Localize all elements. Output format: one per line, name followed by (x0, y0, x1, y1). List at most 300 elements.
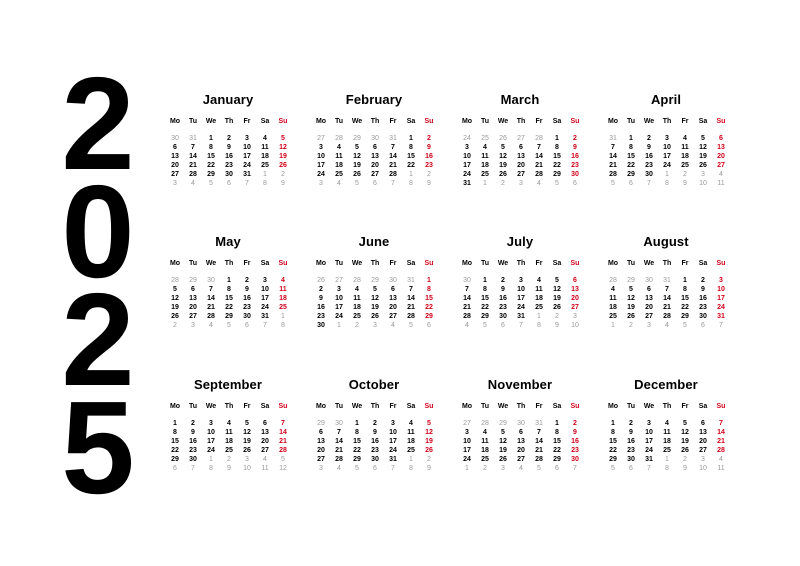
day-cell-adjacent: 4 (719, 456, 723, 463)
day-cell: 30 (571, 171, 579, 178)
day-cell: 20 (571, 295, 579, 302)
day-cell-adjacent: 10 (699, 180, 707, 187)
day-cell: 8 (483, 286, 487, 293)
day-cell: 26 (371, 313, 379, 320)
day-cell: 21 (335, 447, 343, 454)
day-cell: 30 (371, 456, 379, 463)
day-cell: 18 (481, 162, 489, 169)
day-cell: 20 (371, 162, 379, 169)
day-cell: 30 (225, 171, 233, 178)
day-cell-adjacent: 1 (465, 465, 469, 472)
day-cell: 12 (425, 429, 433, 436)
day-cell: 27 (317, 456, 325, 463)
weekday-header: Fr (243, 403, 251, 410)
weekday-header: Tu (334, 403, 344, 410)
day-cell: 3 (719, 277, 723, 284)
weekday-header: Sa (698, 118, 708, 125)
month-days-grid (312, 258, 436, 330)
day-cell-adjacent: 30 (463, 277, 471, 284)
day-cell: 16 (225, 153, 233, 160)
day-cell: 2 (245, 277, 249, 284)
day-cell-adjacent: 6 (555, 465, 559, 472)
day-cell: 11 (535, 286, 543, 293)
day-cell: 23 (571, 162, 579, 169)
weekday-header: Th (370, 403, 380, 410)
day-cell: 25 (407, 447, 415, 454)
day-cell: 19 (681, 438, 689, 445)
day-cell: 2 (373, 420, 377, 427)
day-cell: 26 (171, 313, 179, 320)
day-cell-adjacent: 1 (409, 171, 413, 178)
day-cell: 14 (335, 438, 343, 445)
day-cell: 4 (483, 144, 487, 151)
day-cell-adjacent: 30 (335, 420, 343, 427)
day-cell-adjacent: 8 (209, 465, 213, 472)
weekday-header: Sa (552, 403, 562, 410)
day-cell: 25 (681, 162, 689, 169)
day-cell: 17 (389, 438, 397, 445)
day-cell-adjacent: 5 (555, 180, 559, 187)
day-cell: 22 (553, 447, 561, 454)
day-cell: 25 (481, 171, 489, 178)
day-cell: 16 (699, 295, 707, 302)
day-cell: 9 (573, 429, 577, 436)
day-cell: 20 (517, 162, 525, 169)
day-cell: 16 (189, 438, 197, 445)
day-cell: 21 (717, 438, 725, 445)
weekday-header: Th (370, 118, 380, 125)
day-cell: 27 (645, 313, 653, 320)
day-cell: 14 (717, 429, 725, 436)
day-cell-adjacent: 9 (555, 322, 559, 329)
day-cell-adjacent: 8 (665, 465, 669, 472)
day-cell-adjacent: 28 (171, 277, 179, 284)
day-cell: 1 (483, 277, 487, 284)
day-cell: 6 (373, 144, 377, 151)
day-cell: 18 (279, 295, 287, 302)
day-cell: 29 (353, 456, 361, 463)
day-cell: 6 (391, 286, 395, 293)
month-name: July (506, 234, 534, 249)
weekday-header: We (351, 260, 363, 267)
day-cell: 16 (627, 438, 635, 445)
day-cell-adjacent: 31 (407, 277, 415, 284)
weekday-header: Th (662, 118, 672, 125)
day-cell: 2 (647, 135, 651, 142)
month-august (604, 230, 728, 330)
month-days-grid (604, 401, 728, 473)
month-september (166, 373, 290, 473)
day-cell-adjacent: 27 (335, 277, 343, 284)
day-cell: 23 (225, 162, 233, 169)
weekday-header: We (205, 403, 217, 410)
weekday-header: Mo (461, 403, 473, 410)
day-cell: 27 (261, 447, 269, 454)
day-cell-adjacent: 9 (427, 180, 431, 187)
weekday-header: Su (424, 118, 434, 125)
day-cell: 19 (171, 304, 179, 311)
weekday-header: Fr (243, 118, 251, 125)
weekday-header: Sa (260, 403, 270, 410)
day-cell-adjacent: 5 (281, 456, 285, 463)
day-cell: 10 (645, 429, 653, 436)
day-cell: 20 (171, 162, 179, 169)
weekday-header: Su (570, 118, 580, 125)
day-cell-adjacent: 9 (683, 465, 687, 472)
day-cell: 25 (481, 456, 489, 463)
day-cell-adjacent: 2 (501, 180, 505, 187)
day-cell-adjacent: 2 (355, 322, 359, 329)
day-cell-adjacent: 7 (719, 322, 723, 329)
day-cell: 23 (189, 447, 197, 454)
day-cell: 28 (663, 313, 671, 320)
day-cell: 28 (189, 171, 197, 178)
day-cell: 24 (261, 304, 269, 311)
weekday-header: We (351, 118, 363, 125)
day-cell-adjacent: 2 (683, 456, 687, 463)
day-cell: 31 (645, 456, 653, 463)
day-cell-adjacent: 29 (353, 135, 361, 142)
weekday-header: Fr (535, 118, 543, 125)
day-cell: 6 (519, 429, 523, 436)
day-cell: 22 (553, 162, 561, 169)
day-cell: 21 (407, 304, 415, 311)
month-days-grid (604, 258, 728, 330)
day-cell: 29 (681, 313, 689, 320)
day-cell-adjacent: 4 (519, 465, 523, 472)
day-cell: 1 (227, 277, 231, 284)
day-cell-adjacent: 3 (173, 180, 177, 187)
day-cell: 22 (171, 447, 179, 454)
day-cell: 1 (683, 277, 687, 284)
day-cell-adjacent: 9 (281, 180, 285, 187)
weekday-header: Mo (461, 260, 473, 267)
day-cell-adjacent: 28 (335, 135, 343, 142)
day-cell: 18 (609, 304, 617, 311)
day-cell: 29 (553, 456, 561, 463)
day-cell-adjacent: 7 (391, 180, 395, 187)
day-cell: 7 (537, 429, 541, 436)
weekday-header: We (643, 260, 655, 267)
day-cell: 8 (427, 286, 431, 293)
day-cell: 21 (535, 447, 543, 454)
day-cell: 13 (645, 295, 653, 302)
day-cell: 26 (681, 447, 689, 454)
day-cell: 11 (481, 153, 489, 160)
day-cell: 20 (389, 304, 397, 311)
day-cell: 6 (647, 286, 651, 293)
day-cell: 28 (407, 313, 415, 320)
month-days-grid (312, 401, 436, 473)
day-cell: 27 (517, 456, 525, 463)
day-cell: 12 (699, 144, 707, 151)
day-cell-adjacent: 2 (555, 313, 559, 320)
weekday-header: Su (278, 403, 288, 410)
day-cell-adjacent: 7 (191, 465, 195, 472)
day-cell: 30 (699, 313, 707, 320)
day-cell-adjacent: 5 (611, 465, 615, 472)
weekday-header: Sa (552, 118, 562, 125)
day-cell: 22 (481, 304, 489, 311)
day-cell: 1 (409, 135, 413, 142)
day-cell: 9 (227, 144, 231, 151)
day-cell-adjacent: 29 (627, 277, 635, 284)
day-cell: 29 (481, 313, 489, 320)
weekday-header: Sa (406, 260, 416, 267)
day-cell: 2 (701, 277, 705, 284)
day-cell: 16 (371, 438, 379, 445)
day-cell: 25 (535, 304, 543, 311)
day-cell-adjacent: 5 (355, 465, 359, 472)
day-cell-adjacent: 3 (245, 456, 249, 463)
weekday-header: Th (516, 118, 526, 125)
year-digit: 2 (61, 50, 135, 197)
day-cell-adjacent: 31 (535, 420, 543, 427)
month-july (458, 230, 582, 330)
day-cell: 6 (319, 429, 323, 436)
day-cell-adjacent: 6 (629, 180, 633, 187)
day-cell: 22 (353, 447, 361, 454)
day-cell: 21 (663, 304, 671, 311)
day-cell: 12 (371, 295, 379, 302)
weekday-header: Th (224, 403, 234, 410)
day-cell: 23 (317, 313, 325, 320)
day-cell: 2 (573, 420, 577, 427)
weekday-header: We (497, 118, 509, 125)
day-cell-adjacent: 3 (191, 322, 195, 329)
weekday-header: Fr (535, 403, 543, 410)
day-cell: 7 (281, 420, 285, 427)
day-cell: 26 (499, 456, 507, 463)
day-cell-adjacent: 3 (573, 313, 577, 320)
day-cell: 13 (517, 438, 525, 445)
weekday-header: Th (224, 260, 234, 267)
day-cell-adjacent: 2 (227, 456, 231, 463)
day-cell: 30 (571, 456, 579, 463)
day-cell: 11 (663, 429, 671, 436)
weekday-header: Th (516, 260, 526, 267)
day-cell-adjacent: 1 (611, 322, 615, 329)
weekday-header: Tu (188, 260, 198, 267)
month-days-grid (458, 258, 582, 330)
day-cell-adjacent: 9 (427, 465, 431, 472)
day-cell-adjacent: 27 (517, 135, 525, 142)
day-cell: 6 (519, 144, 523, 151)
weekday-header: Mo (607, 403, 619, 410)
weekday-header: Su (716, 403, 726, 410)
day-cell: 17 (261, 295, 269, 302)
day-cell: 18 (407, 438, 415, 445)
day-cell: 18 (353, 304, 361, 311)
day-cell: 26 (553, 304, 561, 311)
day-cell: 12 (279, 144, 287, 151)
day-cell: 10 (389, 429, 397, 436)
weekday-header: We (351, 403, 363, 410)
weekday-header: We (643, 118, 655, 125)
day-cell: 28 (279, 447, 287, 454)
day-cell: 3 (263, 277, 267, 284)
day-cell: 28 (463, 313, 471, 320)
day-cell: 21 (463, 304, 471, 311)
day-cell: 11 (353, 295, 361, 302)
day-cell: 27 (517, 171, 525, 178)
day-cell: 8 (555, 429, 559, 436)
day-cell: 14 (207, 295, 215, 302)
weekday-header: Sa (698, 260, 708, 267)
day-cell: 9 (319, 295, 323, 302)
day-cell-adjacent: 6 (245, 322, 249, 329)
day-cell-adjacent: 9 (683, 180, 687, 187)
day-cell: 9 (245, 286, 249, 293)
day-cell-adjacent: 5 (683, 322, 687, 329)
day-cell-adjacent: 26 (317, 277, 325, 284)
day-cell: 4 (263, 135, 267, 142)
day-cell-adjacent: 4 (337, 180, 341, 187)
day-cell: 23 (371, 447, 379, 454)
day-cell: 29 (425, 313, 433, 320)
weekday-header: Tu (626, 403, 636, 410)
day-cell: 23 (571, 447, 579, 454)
day-cell: 24 (645, 447, 653, 454)
day-cell-adjacent: 4 (537, 180, 541, 187)
day-cell: 30 (627, 456, 635, 463)
day-cell: 26 (279, 162, 287, 169)
day-cell-adjacent: 26 (499, 135, 507, 142)
day-cell: 1 (555, 420, 559, 427)
day-cell: 14 (535, 153, 543, 160)
day-cell: 17 (317, 162, 325, 169)
day-cell: 2 (227, 135, 231, 142)
day-cell: 30 (499, 313, 507, 320)
day-cell: 13 (317, 438, 325, 445)
day-cell: 15 (171, 438, 179, 445)
day-cell: 18 (663, 438, 671, 445)
day-cell-adjacent: 10 (699, 465, 707, 472)
day-cell: 8 (409, 144, 413, 151)
month-name: January (202, 92, 254, 107)
day-cell-adjacent: 30 (645, 277, 653, 284)
day-cell: 31 (717, 313, 725, 320)
day-cell-adjacent: 1 (337, 322, 341, 329)
day-cell: 22 (609, 447, 617, 454)
day-cell: 28 (535, 171, 543, 178)
day-cell-adjacent: 28 (535, 135, 543, 142)
weekday-header: Th (224, 118, 234, 125)
day-cell: 5 (501, 144, 505, 151)
weekday-header: Su (278, 118, 288, 125)
day-cell-adjacent: 11 (261, 465, 269, 472)
day-cell: 18 (335, 162, 343, 169)
day-cell: 7 (391, 144, 395, 151)
day-cell-adjacent: 1 (483, 180, 487, 187)
weekday-header: Sa (698, 403, 708, 410)
day-cell: 30 (189, 456, 197, 463)
day-cell: 11 (225, 429, 233, 436)
weekday-header: Fr (681, 260, 689, 267)
day-cell: 15 (553, 438, 561, 445)
day-cell-adjacent: 8 (263, 180, 267, 187)
weekday-header: Mo (169, 260, 181, 267)
day-cell-adjacent: 29 (371, 277, 379, 284)
day-cell: 9 (191, 429, 195, 436)
weekday-header: Mo (169, 118, 181, 125)
day-cell: 14 (279, 429, 287, 436)
weekday-header: Sa (260, 260, 270, 267)
day-cell-adjacent: 8 (281, 322, 285, 329)
day-cell-adjacent: 8 (665, 180, 669, 187)
day-cell-adjacent: 1 (665, 456, 669, 463)
day-cell-adjacent: 30 (371, 135, 379, 142)
day-cell: 20 (699, 438, 707, 445)
day-cell: 6 (573, 277, 577, 284)
weekday-header: Tu (334, 260, 344, 267)
day-cell: 27 (171, 171, 179, 178)
day-cell: 24 (335, 313, 343, 320)
day-cell: 21 (279, 438, 287, 445)
day-cell: 19 (353, 162, 361, 169)
day-cell-adjacent: 8 (409, 180, 413, 187)
day-cell-adjacent: 2 (683, 171, 687, 178)
day-cell: 28 (609, 171, 617, 178)
day-cell: 14 (663, 295, 671, 302)
day-cell: 18 (681, 153, 689, 160)
day-cell: 12 (553, 286, 561, 293)
weekday-header: Tu (626, 118, 636, 125)
day-cell: 4 (537, 277, 541, 284)
day-cell: 27 (571, 304, 579, 311)
day-cell: 6 (719, 135, 723, 142)
month-name: September (193, 377, 263, 392)
weekday-header: Su (424, 260, 434, 267)
day-cell: 3 (391, 420, 395, 427)
day-cell-adjacent: 3 (701, 171, 705, 178)
day-cell: 24 (243, 162, 251, 169)
day-cell: 22 (681, 304, 689, 311)
day-cell-adjacent: 29 (499, 420, 507, 427)
day-cell: 11 (261, 144, 269, 151)
day-cell: 30 (243, 313, 251, 320)
day-cell: 26 (627, 313, 635, 320)
day-cell-adjacent: 27 (317, 135, 325, 142)
day-cell: 6 (263, 420, 267, 427)
day-cell: 28 (207, 313, 215, 320)
day-cell: 15 (353, 438, 361, 445)
day-cell: 5 (683, 420, 687, 427)
day-cell-adjacent: 30 (207, 277, 215, 284)
weekday-header: We (205, 260, 217, 267)
weekday-header: We (497, 260, 509, 267)
day-cell: 19 (553, 295, 561, 302)
day-cell-adjacent: 1 (209, 456, 213, 463)
day-cell: 14 (609, 153, 617, 160)
day-cell: 8 (173, 429, 177, 436)
day-cell: 23 (425, 162, 433, 169)
day-cell: 13 (261, 429, 269, 436)
day-cell: 22 (225, 304, 233, 311)
day-cell: 13 (571, 286, 579, 293)
day-cell: 7 (337, 429, 341, 436)
day-cell: 28 (535, 456, 543, 463)
day-cell: 2 (319, 286, 323, 293)
day-cell-adjacent: 3 (319, 180, 323, 187)
day-cell: 20 (189, 304, 197, 311)
day-cell: 25 (279, 304, 287, 311)
weekday-header: We (497, 403, 509, 410)
day-cell: 13 (171, 153, 179, 160)
day-cell: 31 (261, 313, 269, 320)
day-cell: 21 (189, 162, 197, 169)
day-cell-adjacent: 4 (209, 322, 213, 329)
